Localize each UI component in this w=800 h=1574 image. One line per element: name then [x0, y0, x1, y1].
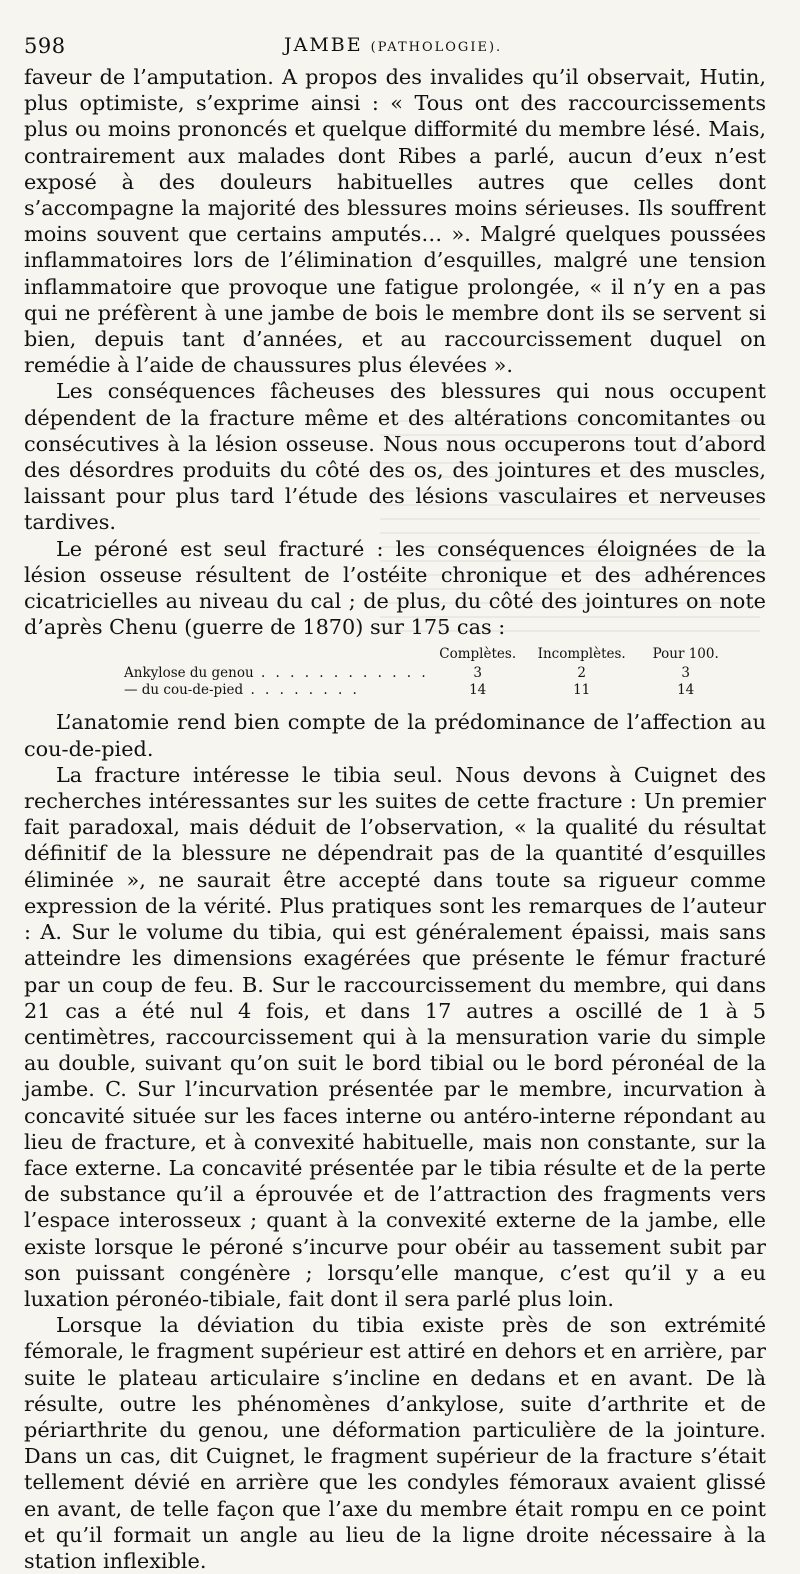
table-row-label: Ankylose du genou . . . . . . . . . . . .	[124, 665, 429, 682]
paragraph-continuation: faveur de l’amputation. A propos des invalides qu’il observait, Hutin, plus optimiste, s’exprime ainsi : « Tous ont des raccourcissements plus ou moins prononcés et quelque difformité du membre lésé. Mais, contrairement aux malades dont Ribes a parlé, aucun d’eux n’est exposé à des douleurs habituelles autres que celles dont s’accompagne la majorité des blessures moins sérieuses. Ils souffrent moins souvent que certains amputés… ». Malgré quelques poussées inflammatoires lors de l’élimination d’esquilles, malgré une tension inflammatoire que provoque une fatigue prolongée, « il n’y en a pas qui ne préfèrent à une jambe de bois le membre dont ils se servent si bien, depuis tant d’années, et au raccourcissement duquel on remédie à l’aide de chaussures plus élevées ».	[24, 65, 766, 378]
page-number: 598	[24, 34, 66, 58]
running-title-sub: (PATHOLOGIE).	[370, 40, 503, 55]
table-cell: 14	[469, 682, 487, 699]
table-header-pour-100: Pour 100.	[652, 646, 719, 663]
table-cell: 2	[577, 665, 586, 682]
table-row	[124, 682, 735, 699]
table-header-row	[124, 646, 735, 665]
paragraph-anatomie: L’anatomie rend bien compte de la prédominance de l’affection au cou-de-pied.	[24, 710, 766, 761]
body-text	[24, 64, 766, 1574]
ankylosis-table	[124, 646, 735, 699]
page-header	[24, 30, 766, 64]
running-title	[284, 34, 502, 56]
table-cell: 11	[573, 682, 591, 699]
paragraph-perone: Le péroné est seul fracturé : les conséquences éloignées de la lésion osseuse résultent de l’ostéite chronique et des adhérences cicatricielles au niveau du cal ; de plus, du côté des jointures on note d’après Chenu (guerre de 1870) sur 175 cas :	[24, 536, 766, 640]
table-header-blank	[124, 646, 429, 665]
table-row-label: — du cou-de-pied . . . . . . . .	[124, 682, 360, 699]
running-title-main: JAMBE	[284, 34, 363, 56]
table-header-incompletes: Incomplètes.	[537, 646, 626, 663]
table-cell: 3	[473, 665, 482, 682]
table-cell: 14	[677, 682, 695, 699]
table-cell: 3	[681, 665, 690, 682]
table-row	[124, 665, 735, 682]
paragraph-consequences: Les conséquences fâcheuses des blessures qui nous occupent dépendent de la fracture même et des altérations concomitantes ou consécutives à la lésion osseuse. Nous nous occuperons tout d’abord des désordres produits du côté des os, des jointures et des muscles, laissant pour plus tard l’étude des lésions vasculaires et nerveuses tardives.	[24, 379, 766, 535]
paragraph-tibia-seul: La fracture intéresse le tibia seul. Nous devons à Cuignet des recherches intéressantes sur les suites de cette fracture : Un premier fait paradoxal, mais déduit de l’observation, « la qualité du résultat définitif de la blessure ne dépendrait pas de la quantité d’esquilles éliminée », ne saurait être accepté dans toute sa rigueur comme expression de la vérité. Plus pratiques sont les remarques de l’auteur : A. Sur le volume du tibia, qui est généralement épaissi, mais sans atteindre les dimensions exagérées que présente le fémur fracturé par un coup de feu. B. Sur le raccourcissement du membre, qui dans 21 cas a été nul 4 fois, et dans 17 autres a oscillé de 1 à 5 centimètres, raccourcissement qui à la mensuration varie du simple au double, suivant qu’on suit le bord tibial ou le bord péronéal de la jambe. C. Sur l’incurvation présentée par le membre, incurvation à concavité située sur les faces interne ou antéro-interne répondant au lieu de fracture, et à convexité habituelle, mais non constante, sur la face externe. La concavité présentée par le tibia résulte et de la perte de substance qu’il a éprouvée et de l’attraction des fragments vers l’espace interosseux ; quant à la convexité externe de la jambe, elle existe lorsque le péroné s’incurve pour obéir au tassement subit par son puissant congénère ; lorsqu’elle manque, c’est qu’il y a eu luxation péronéo-tibiale, fait dont il sera parlé plus loin.	[24, 762, 766, 1311]
paragraph-deviation: Lorsque la déviation du tibia existe près de son extrémité fémorale, le fragment supérieur est attiré en dehors et en arrière, par suite le plateau articulaire s’incline en dedans et en avant. De là résulte, outre les phénomènes d’ankylose, suite d’arthrite et de périarthrite du genou, une déformation particulière de la jointure. Dans un cas, dit Cuignet, le fragment supérieur de la fracture s’était tellement dévié en arrière que les condyles fémoraux avaient glissé en avant, de telle façon que l’axe du membre était rompu en ce point et qu’il formait un angle au lieu de la ligne droite nécessaire à la station inflexible.	[24, 1313, 766, 1573]
table-header-completes: Complètes.	[439, 646, 517, 663]
